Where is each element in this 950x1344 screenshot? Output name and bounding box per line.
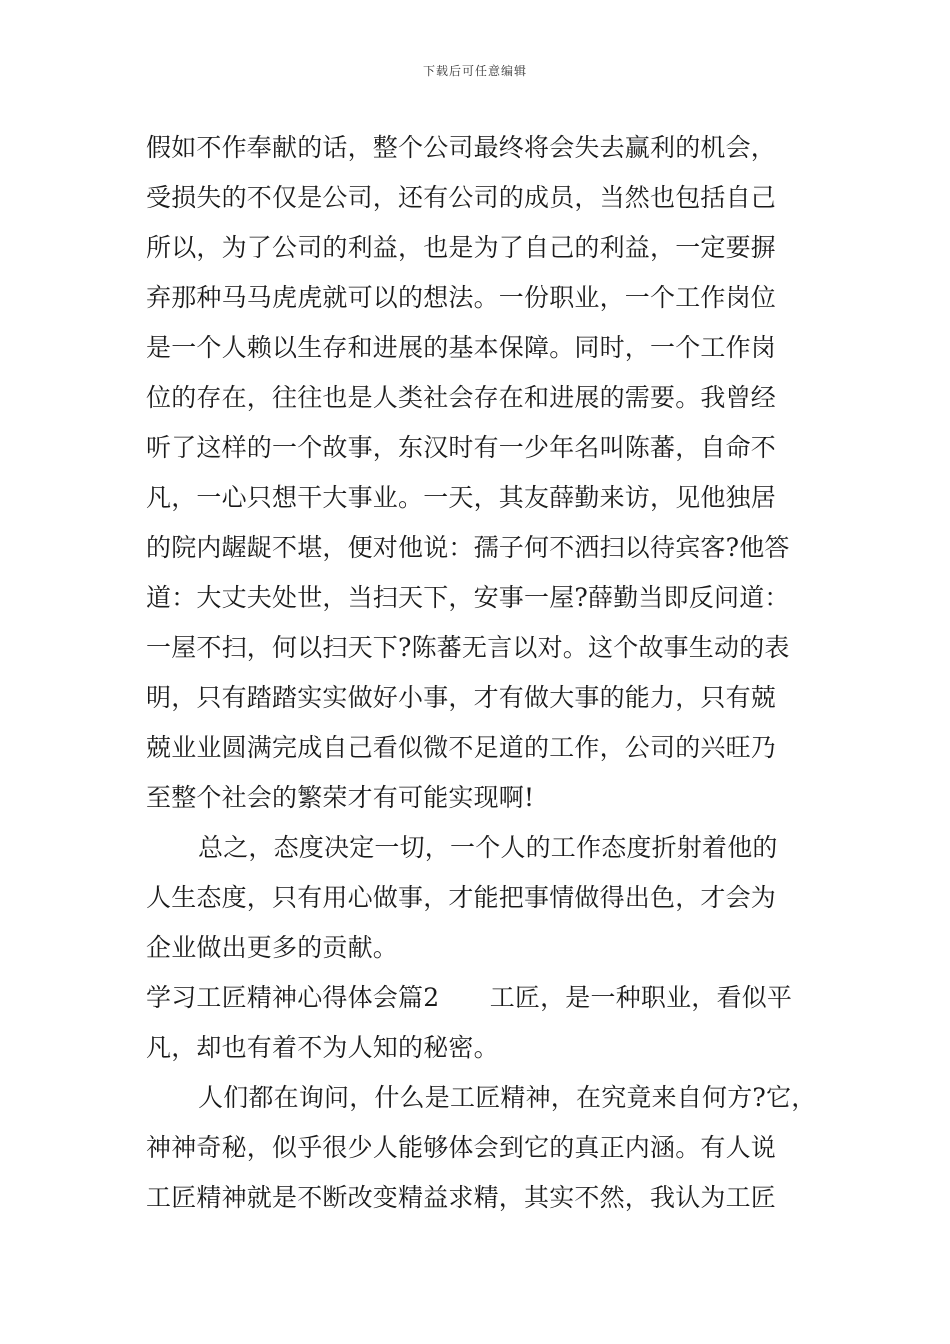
text-line: 企业做出更多的贡献。 — [146, 933, 399, 962]
text-line: 道：大丈夫处世，当扫天下，安事一屋?薛勤当即反问道： — [146, 583, 790, 612]
text-line: 弃那种马马虎虎就可以的想法。一份职业，一个工作岗位 — [146, 283, 777, 312]
text-line: 明，只有踏踏实实做好小事，才有做大事的能力，只有兢 — [146, 683, 777, 712]
text-line: 神神奇秘，似乎很少人能够体会到它的真正内涵。有人说 — [146, 1133, 777, 1162]
page-header-note: 下载后可任意编辑 — [422, 64, 527, 78]
section-title-line: 学习工匠精神心得体会篇2 工匠，是一种职业，看似平 — [146, 983, 793, 1012]
text-line: 的院内龌龊不堪，便对他说：孺子何不洒扫以待宾客?他答 — [146, 533, 790, 562]
text-line: 所以，为了公司的利益，也是为了自己的利益，一定要摒 — [146, 233, 777, 262]
text-line: 听了这样的一个故事，东汉时有一少年名叫陈蕃，自命不 — [146, 433, 777, 462]
text-line: 至整个社会的繁荣才有可能实现啊! — [146, 783, 535, 812]
text-line: 假如不作奉献的话，整个公司最终将会失去赢利的机会， — [146, 133, 777, 162]
text-line: 兢业业圆满完成自己看似微不足道的工作，公司的兴旺乃 — [146, 733, 777, 762]
text-line: 受损失的不仅是公司，还有公司的成员，当然也包括自己 — [146, 183, 777, 212]
paragraph-start-line: 人们都在询问，什么是工匠精神，在究竟来自何方?它， — [198, 1083, 817, 1112]
text-line: 工匠精神就是不断改变精益求精，其实不然，我认为工匠 — [146, 1183, 777, 1212]
text-line: 凡，却也有着不为人知的秘密。 — [146, 1033, 499, 1062]
text-line: 是一个人赖以生存和进展的基本保障。同时，一个工作岗 — [146, 333, 777, 362]
text-line: 人生态度，只有用心做事，才能把事情做得出色，才会为 — [146, 883, 777, 912]
text-line: 凡，一心只想干大事业。一天，其友薛勤来访，见他独居 — [146, 483, 777, 512]
text-line: 一屋不扫，何以扫天下?陈蕃无言以对。这个故事生动的表 — [146, 633, 790, 662]
text-line: 位的存在，往往也是人类社会存在和进展的需要。我曾经 — [146, 383, 777, 412]
paragraph-start-line: 总之，态度决定一切，一个人的工作态度折射着他的 — [198, 833, 778, 862]
